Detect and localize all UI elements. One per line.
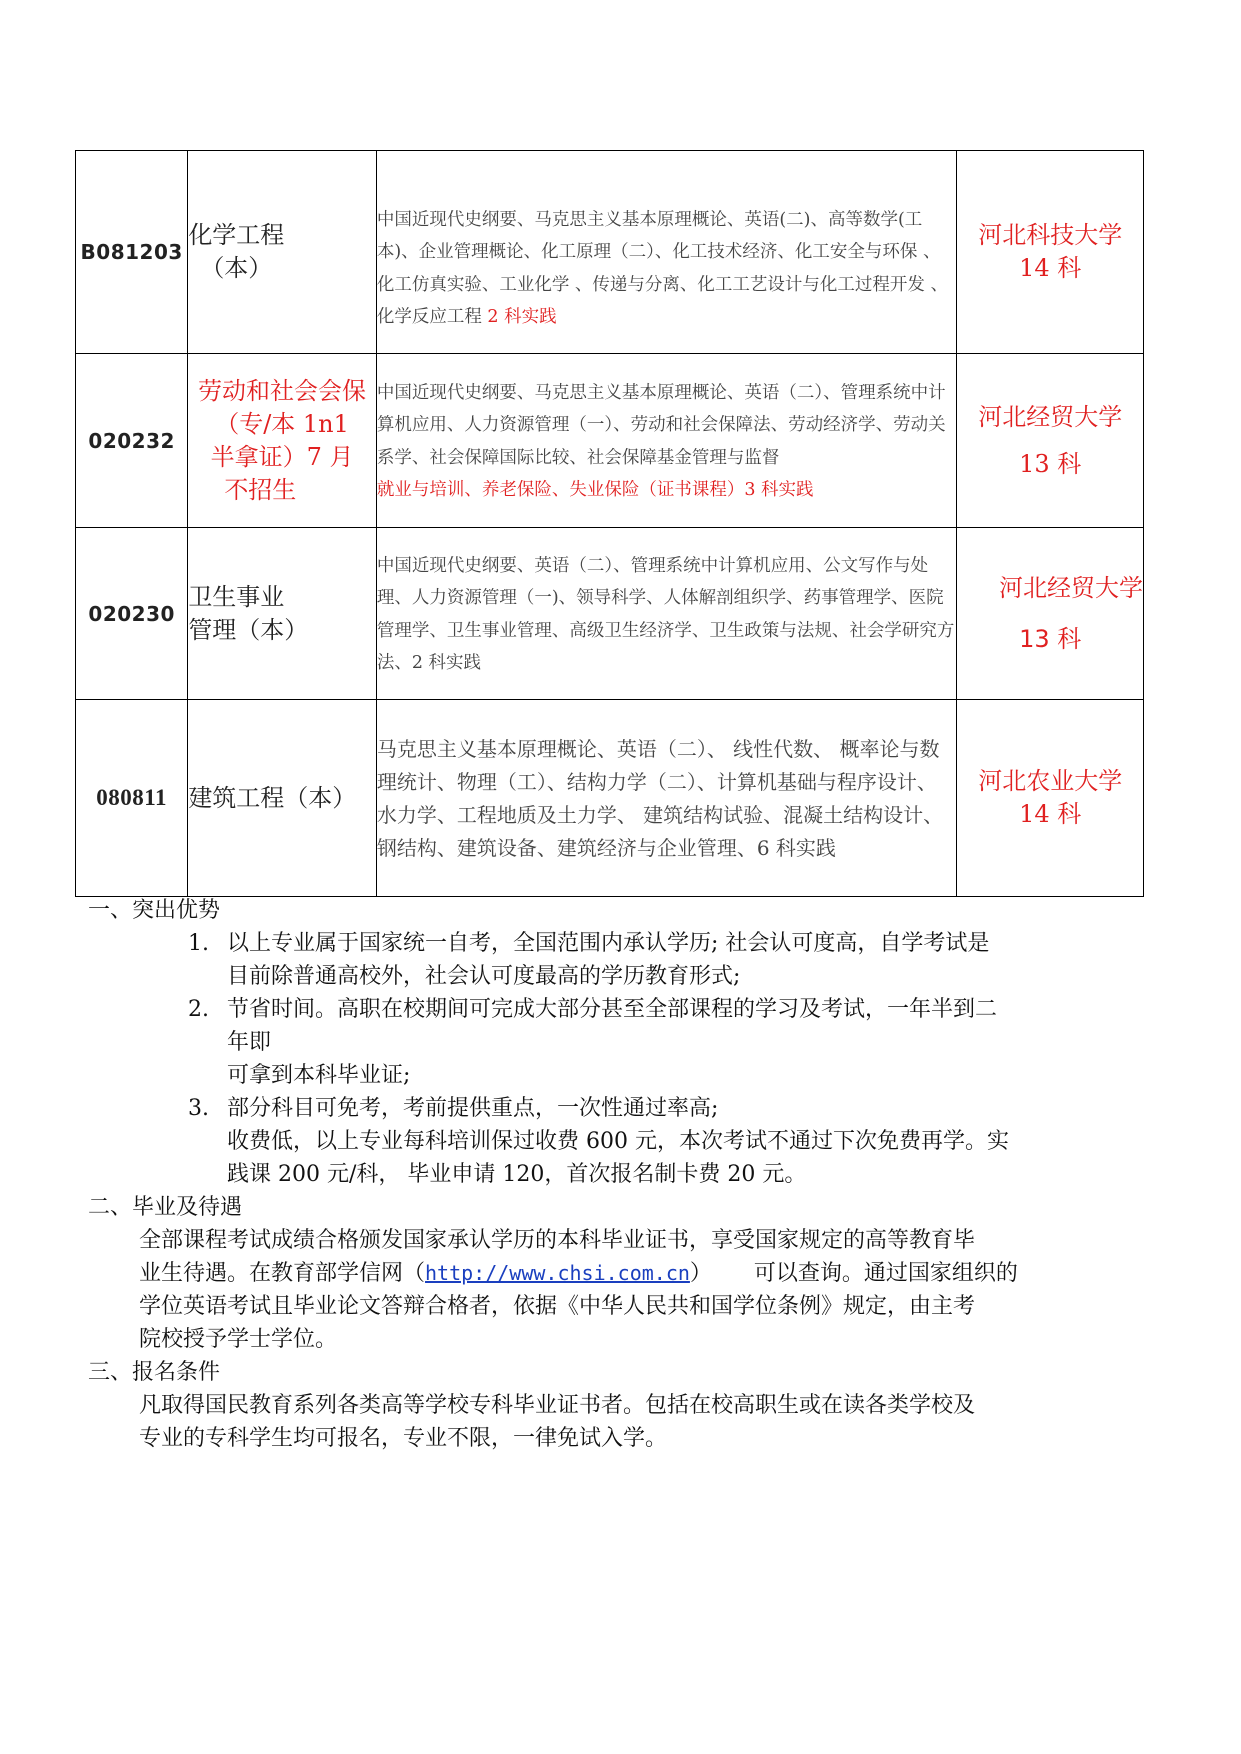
university-cell — [957, 528, 1144, 700]
course-list — [376, 700, 957, 897]
course-count: 14 科 — [1019, 800, 1082, 828]
course-text: 中国近现代史纲要、英语（二）、管理系统中计算机应用、公文写作与处理、人力资源管理（一)、领导科学、人体解剖组织学、药事管理学、医院管理学、卫生事业管理、高级卫生经济学、卫生政策与法规、社会学研究方法、2 科实践 — [376, 555, 955, 673]
list-line: 年即 — [227, 1030, 272, 1055]
list-line: 目前除普通高校外，社会认可度最高的学历教育形式; — [227, 964, 741, 989]
university-cell — [957, 700, 1144, 897]
graduation-paragraph — [88, 1224, 1088, 1356]
major-name — [188, 700, 377, 897]
advantage-list — [88, 927, 1088, 1191]
major-name-line: 建筑工程（本） — [188, 783, 357, 812]
course-text: 马克思主义基本原理概论、英语（二）、 线性代数、 概率论与数理统计、物理（工）、结构力学（二）、计算机基础与程序设计、 水力学、工程地质及土力学、 建筑结构试验、混凝土结构设计、钢结构、建筑设备、建筑经济与企业管理、6 科实践 — [376, 737, 944, 860]
text-span: ） 可以查询。通过国家组织的 — [689, 1261, 1018, 1286]
body-text — [88, 894, 1088, 1455]
practice-text: 就业与培训、养老保险、失业保险（证书课程）3 科实践 — [376, 480, 814, 500]
section-title: 二、毕业及待遇 — [88, 1195, 243, 1220]
major-name — [188, 151, 377, 354]
list-number: 3. — [188, 1096, 209, 1121]
majors-table — [75, 150, 1144, 897]
table-row — [76, 151, 1144, 354]
major-code: 080811 — [76, 700, 188, 897]
major-name — [188, 354, 377, 528]
list-line: 可拿到本科毕业证; — [227, 1063, 411, 1088]
section-title: 三、报名条件 — [88, 1360, 221, 1385]
course-count: 14 科 — [1019, 254, 1082, 282]
list-line: 以上专业属于国家统一自考，全国范围内承认学历; 社会认可度高，自学考试是 — [227, 931, 990, 956]
list-line: 节省时间。高职在校期间可完成大部分甚至全部课程的学习及考试，一年半到二 — [227, 997, 998, 1022]
major-name-line: 劳动和社会会保 — [198, 376, 367, 405]
requirements-paragraph — [88, 1389, 1088, 1455]
paragraph-line: 专业的专科学生均可报名，专业不限，一律免试入学。 — [139, 1426, 668, 1451]
text-span: 业生待遇。在教育部学信网（ — [139, 1261, 426, 1286]
paragraph-line: 全部课程考试成绩合格颁发国家承认学历的本科毕业证书，享受国家规定的高等教育毕 — [139, 1228, 976, 1253]
paragraph-line — [139, 1257, 1088, 1290]
list-line: 践课 200 元/科， 毕业申请 120，首次报名制卡费 20 元。 — [227, 1162, 807, 1187]
major-name-line: 化学工程 — [188, 221, 285, 249]
list-number: 1. — [188, 931, 209, 956]
paragraph-line: 凡取得国民教育系列各类高等学校专科毕业证书者。包括在校高职生或在读各类学校及 — [139, 1393, 976, 1418]
university-name: 河北科技大学 — [978, 221, 1123, 249]
course-text: 中国近现代史纲要、马克思主义基本原理概论、英语（二）、管理系统中计算机应用、人力资源管理（一）、劳动和社会保障法、劳动经济学、劳动关系学、社会保障国际比较、社会保障基金管理与监督 — [376, 382, 946, 468]
course-text: 中国近现代史纲要、马克思主义基本原理概论、英语(二)、高等数学(工本)、企业管理概论、化工原理（二）、化工技术经济、化工安全与环保 、化工仿真实验、工业化学 、传递与分离、化工工艺设计与化工过程开发 、化学反应工程 — [376, 209, 948, 327]
major-code: B081203 — [76, 151, 188, 354]
course-list — [376, 528, 957, 700]
paragraph-line: 院校授予学士学位。 — [139, 1327, 338, 1352]
university-cell — [957, 354, 1144, 528]
course-list — [376, 151, 957, 354]
list-item — [88, 993, 1088, 1092]
major-name-line: 半拿证）7 月 — [210, 442, 354, 471]
course-count: 13 科 — [1019, 624, 1082, 653]
chsi-link[interactable]: http://www.chsi.com.cn — [425, 1261, 690, 1285]
university-cell — [957, 151, 1144, 354]
section-title: 一、突出优势 — [88, 898, 221, 923]
list-line: 收费低，以上专业每科培训保过收费 600 元，本次考试不通过下次免费再学。实 — [227, 1129, 1009, 1154]
major-code: 020232 — [76, 354, 188, 528]
list-number: 2. — [188, 997, 209, 1022]
university-name: 河北农业大学 — [978, 767, 1123, 795]
major-name — [188, 528, 377, 700]
list-line: 部分科目可免考，考前提供重点，一次性通过率高; — [227, 1096, 719, 1121]
major-name-line: （本） — [200, 254, 273, 282]
paragraph-line: 学位英语考试且毕业论文答辩合格者，依据《中华人民共和国学位条例》规定，由主考 — [139, 1294, 976, 1319]
practice-text: 2 科实践 — [487, 307, 557, 327]
university-name: 河北经贸大学 — [999, 573, 1143, 602]
major-name-line: 管理（本） — [188, 615, 309, 644]
major-code: 020230 — [76, 528, 188, 700]
major-name-line: 卫生事业 — [188, 582, 285, 611]
university-name: 河北经贸大学 — [978, 402, 1123, 431]
list-item — [88, 927, 1088, 993]
course-list — [376, 354, 957, 528]
list-item — [88, 1092, 1088, 1191]
table-row — [76, 354, 1144, 528]
major-name-line: （专/本 1n1 — [215, 409, 349, 438]
table-row — [76, 700, 1144, 897]
major-name-line: 不招生 — [224, 475, 297, 504]
course-count: 13 科 — [1019, 449, 1082, 478]
table-row — [76, 528, 1144, 700]
